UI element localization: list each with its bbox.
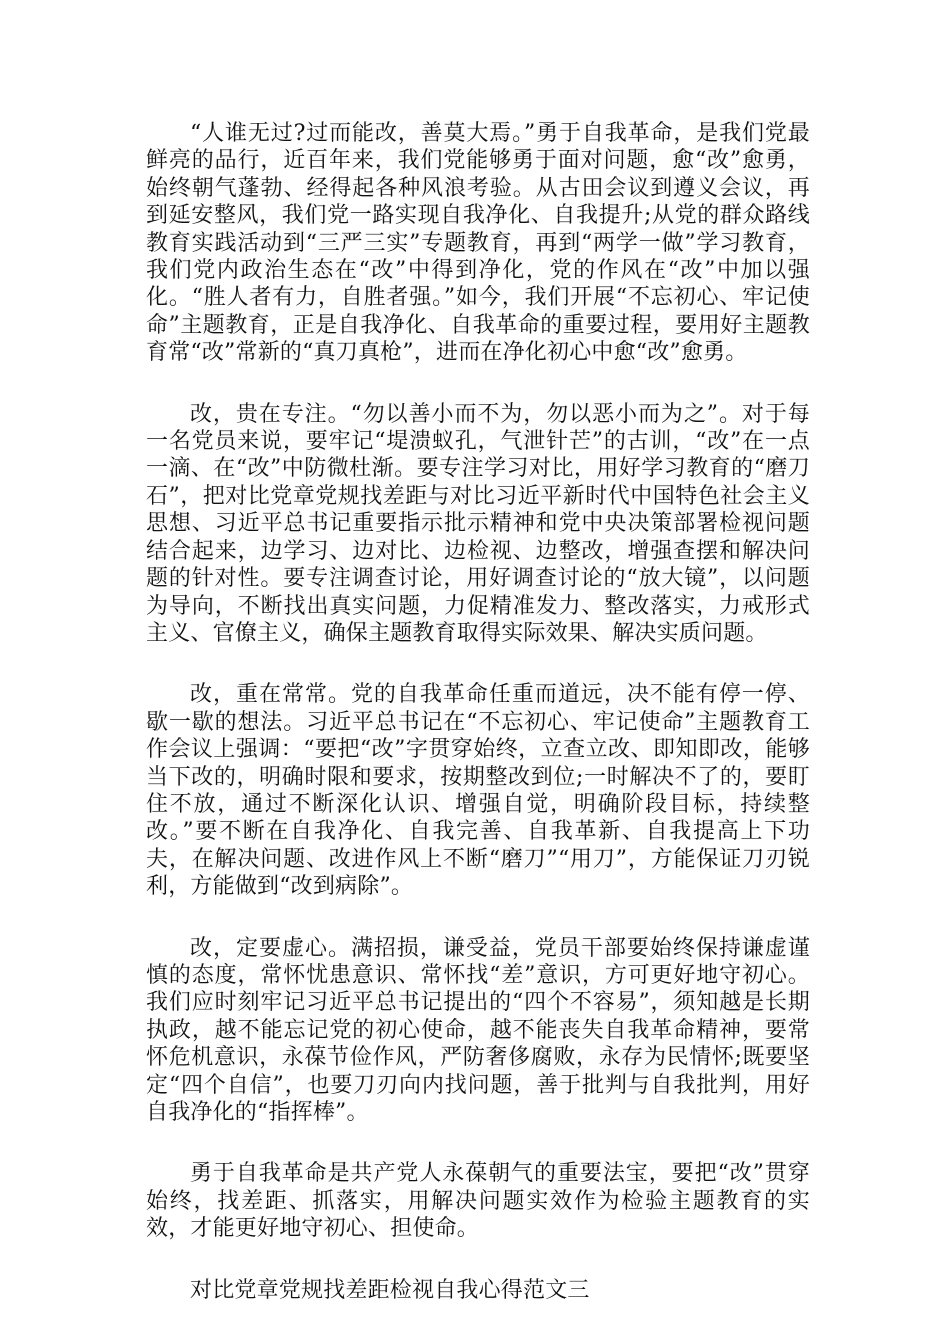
paragraph-constancy: 改，重在常常。党的自我革命任重而道远，决不能有停一停、歇一歇的想法。习近平总书记在“不忘初心、牢记使命”主题教育工作会议上强调：“要把“改”字贯穿始终，立查立改、即知即改，能够当下改的，明确时限和要求，按期整改到位;一时解决不了的，要盯住不放，通过不断深化认识、增强自觉，明确阶段目标，持续整改。”要不断在自我净化、自我完善、自我革新、自我提高上下功夫，在解决问题、改进作风上不断“磨刀”“用刀”，方能保证刀刃锐利，方能做到“改到病除”。 (146, 682, 810, 900)
document-body (146, 120, 810, 1304)
paragraph-focus: 改，贵在专注。“勿以善小而不为，勿以恶小而为之”。对于每一名党员来说，要牢记“堤溃蚁孔，气泄针芒”的古训，“改”在一点一滴、在“改”中防微杜渐。要专注学习对比，用好学习教育的“磨刀石”，把对比党章党规找差距与对比习近平新时代中国特色社会主义思想、习近平总书记重要指示批示精神和党中央决策部署检视问题结合起来，边学习、边对比、边检视、边整改，增强查摆和解决问题的针对性。要专注调查讨论，用好调查讨论的“放大镜”，以问题为导向，不断找出真实问题，力促精准发力、整改落实，力戒形式主义、官僚主义，确保主题教育取得实际效果、解决实质问题。 (146, 401, 810, 646)
next-section-heading: 对比党章党规找差距检视自我心得范文三 (190, 1277, 590, 1303)
paragraph-humility: 改，定要虚心。满招损，谦受益，党员干部要始终保持谦虚谨慎的态度，常怀忧患意识、常怀找“差”意识，方可更好地守初心。我们应时刻牢记习近平总书记提出的“四个不容易”，须知越是长期执政，越不能忘记党的初心使命，越不能丧失自我革命精神，要常怀危机意识，永葆节俭作风，严防奢侈腐败，永存为民情怀;既要坚定“四个自信”，也要刀刃向内找问题，善于批判与自我批判，用好自我净化的“指挥棒”。 (146, 935, 810, 1125)
paragraph-conclusion: 勇于自我革命是共产党人永葆朝气的重要法宝，要把“改”贯穿始终，找差距、抓落实，用解决问题实效作为检验主题教育的实效，才能更好地守初心、担使命。 (146, 1161, 810, 1242)
paragraph-intro: “人谁无过?过而能改，善莫大焉。”勇于自我革命，是我们党最鲜亮的品行，近百年来，我们党能够勇于面对问题，愈“改”愈勇，始终朝气蓬勃、经得起各种风浪考验。从古田会议到遵义会议，再到延安整风，我们党一路实现自我净化、自我提升;从党的群众路线教育实践活动到“三严三实”专题教育，再到“两学一做”学习教育，我们党内政治生态在“改”中得到净化，党的作风在“改”中加以强化。“胜人者有力，自胜者强。”如今，我们开展“不忘初心、牢记使命”主题教育，正是自我净化、自我革命的重要过程，要用好主题教育常“改”常新的“真刀真枪”，进而在净化初心中愈“改”愈勇。 (146, 121, 810, 366)
